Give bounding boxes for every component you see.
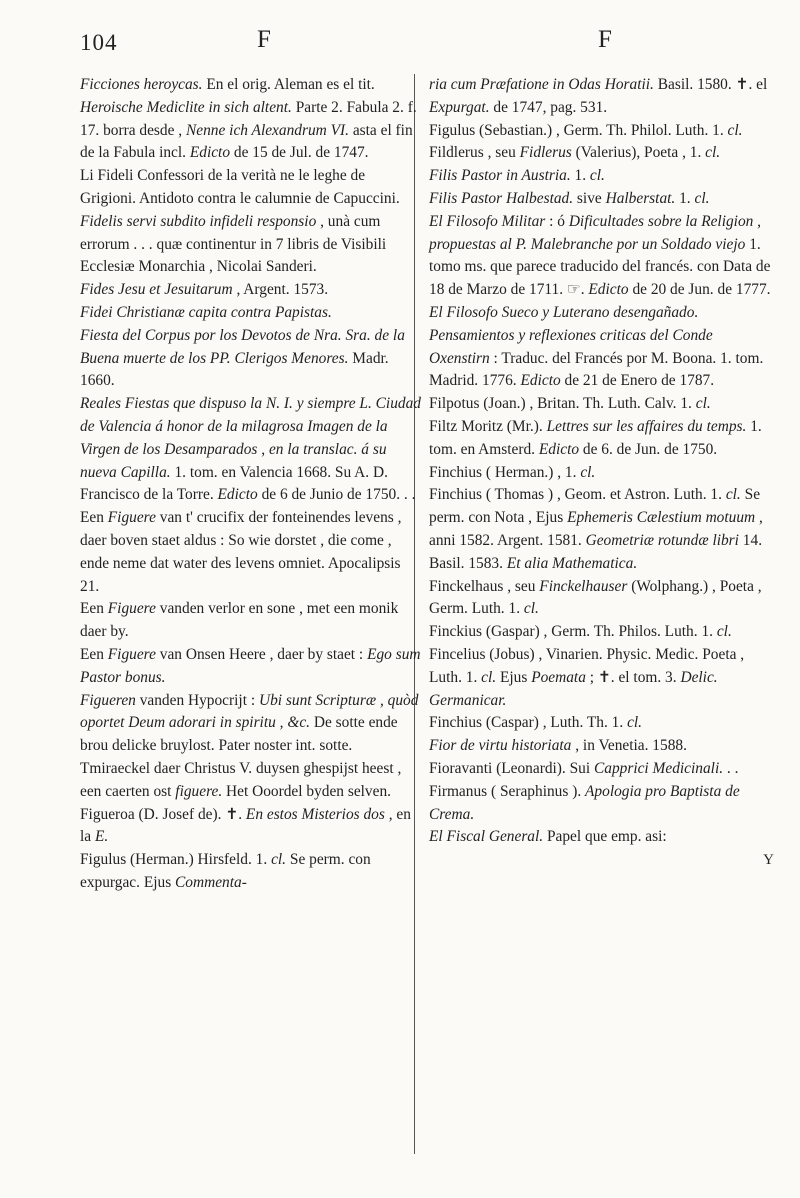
entry bbox=[429, 781, 774, 827]
entry-title: Figuere bbox=[107, 645, 156, 663]
entry-title: Geometriæ rotundæ libri bbox=[585, 531, 739, 549]
entry-title: E. bbox=[94, 828, 109, 846]
entry-text: Finckelhaus , seu bbox=[429, 577, 540, 595]
catchword: Y bbox=[763, 852, 774, 869]
entry-text: , Argent. 1573. bbox=[232, 281, 329, 299]
entry-title: cl. bbox=[694, 189, 710, 207]
entry-text: Een bbox=[80, 509, 108, 527]
entry-text: Fincelius (Jobus) , Vinarien. Physic. Medic. Poeta , Luth. 1. bbox=[429, 645, 745, 686]
entry-title: cl. bbox=[725, 486, 741, 504]
running-head-letter-right: F bbox=[598, 26, 612, 53]
entry-title: cl. bbox=[589, 167, 605, 185]
entry-text: Figulus (Sebastian.) , Germ. Th. Philol. Luth. 1. bbox=[429, 121, 728, 139]
entry-text: vanden Hypocrijt : bbox=[135, 691, 259, 709]
entry-title: cl. bbox=[271, 851, 287, 869]
entry-title: cl. bbox=[695, 395, 711, 413]
entry-text: Finchius ( Herman.) , 1. bbox=[429, 463, 581, 481]
entry bbox=[429, 621, 774, 644]
entry-text: Filpotus (Joan.) , Britan. Th. Luth. Calv. 1. bbox=[429, 395, 696, 413]
entry-text: 1. bbox=[675, 189, 695, 207]
entry-title: Dificultades sobre la Religion , propuestas al P. Malebranche por un Soldado viejo bbox=[429, 212, 762, 253]
entry-text: (Wolphang.) , Poeta , Germ. Luth. 1. bbox=[429, 577, 762, 618]
entry bbox=[80, 690, 422, 804]
entry bbox=[429, 211, 774, 302]
edicto-ref: Edicto bbox=[189, 144, 231, 162]
entry-text: Figulus (Herman.) Hirsfeld. 1. bbox=[80, 851, 272, 869]
entry-title: cl. bbox=[580, 463, 596, 481]
entry-text: . . bbox=[723, 759, 739, 777]
entry bbox=[429, 484, 774, 575]
page-number: 104 bbox=[80, 30, 118, 55]
entry bbox=[429, 758, 774, 781]
entry-title: En estos Misterios dos bbox=[245, 805, 385, 823]
entry bbox=[80, 644, 422, 690]
entry-text: 1. bbox=[570, 167, 590, 185]
entry-text: ; ✝. el tom. 3. bbox=[585, 668, 681, 686]
entry-text: Finchius (Caspar) , Luth. Th. 1. bbox=[429, 714, 628, 732]
entry-title: Figuere bbox=[107, 600, 156, 618]
entry-title: Fiesta del Corpus por los Devotos de Nra. Sra. de la Buena muerte de los PP. Clerigos Menores. bbox=[80, 326, 405, 367]
entry-text: 1. tomo ms. que parece traducido del francés. con Data de 18 de Marzo de 1711. ☞. bbox=[429, 235, 771, 299]
edicto-ref: Edicto bbox=[520, 372, 561, 390]
entry-text: van t' crucifix der fonteinendes levens , daer boven staet aldus : So wie dorstet , die come , ende neme dat water des levens omniet. Apocalipsis 21. bbox=[80, 509, 402, 595]
entry-text: Filtz Moritz (Mr.). bbox=[429, 417, 547, 435]
entry bbox=[429, 735, 774, 758]
entry-title: cl. bbox=[705, 144, 721, 162]
entry-title: Fides Jesu et Jesuitarum bbox=[80, 281, 233, 299]
entry bbox=[429, 188, 774, 211]
entry-text: sive bbox=[573, 189, 606, 207]
entry-text: , in Venetia. 1588. bbox=[571, 737, 687, 755]
entry bbox=[80, 598, 422, 644]
entry-text: Finchius ( Thomas ) , Geom. et Astron. Luth. 1. bbox=[429, 486, 726, 504]
entry-title: ria cum Præfatione in Odas Horatii. bbox=[429, 76, 654, 93]
entry-text: 14. Basil. 1583. bbox=[429, 531, 763, 572]
entry-title: El Filosofo Militar bbox=[429, 212, 546, 230]
entry-text: , en la bbox=[80, 805, 411, 846]
entry-text: Ejus bbox=[496, 668, 532, 686]
entry bbox=[80, 393, 422, 507]
entry bbox=[429, 462, 774, 485]
entry-title: Halberstat. bbox=[605, 189, 676, 207]
entry bbox=[429, 302, 774, 393]
entry bbox=[80, 74, 422, 165]
edicto-ref: Edicto bbox=[538, 440, 580, 458]
entry bbox=[80, 302, 422, 325]
entry-text: Finckius (Gaspar) , Germ. Th. Philos. Luth. 1. bbox=[429, 623, 717, 641]
entry-title: Lettres sur les affaires du temps. bbox=[546, 417, 747, 435]
entry-text: , anni 1582. Argent. 1581. bbox=[429, 509, 763, 549]
entry bbox=[429, 165, 774, 188]
entry-text: De sotte ende brou delicke bruylost. Pater noster int. sotte. Tmiraeckel daer Christus V. duysen ghespijst heest , een caerten ost bbox=[80, 714, 402, 800]
entry-text: , bbox=[257, 440, 269, 458]
entry-title: figuere. bbox=[175, 782, 223, 800]
entry bbox=[429, 416, 774, 462]
entry-text: Een bbox=[80, 645, 108, 663]
entry-title: Fidlerus bbox=[519, 144, 572, 162]
entry bbox=[429, 712, 774, 735]
entry bbox=[80, 165, 422, 211]
entry-text: asta el fin de la Fabula incl. bbox=[80, 121, 413, 162]
entry-title: El Fiscal General. bbox=[429, 828, 544, 846]
entry-title: cl. bbox=[481, 668, 497, 686]
entry-title: en la translac. á su nueva Capilla. bbox=[80, 440, 387, 481]
entry-text: Madr. 1660. bbox=[80, 349, 389, 390]
left-column bbox=[80, 74, 422, 895]
entry-text: de 6. de Jun. de 1750. bbox=[579, 440, 718, 458]
entry bbox=[80, 325, 422, 393]
entry-title: Filis Pastor Halbestad. bbox=[429, 189, 574, 207]
edicto-ref: Edicto bbox=[217, 486, 258, 504]
entry-title: Capprici Medicinali. bbox=[593, 759, 724, 777]
entry-title: cl. bbox=[716, 623, 732, 641]
entry-text: 1. tom. en Valencia 1668. Su A. D. Francisco de la Torre. bbox=[80, 463, 388, 504]
entry-text: (Valerius), Poeta , 1. bbox=[571, 144, 706, 162]
entry-title: Poemata bbox=[531, 668, 586, 686]
entry-text: Basil. 1580. ✝. el bbox=[653, 76, 768, 93]
entry-text: de 15 de Jul. de 1747. bbox=[230, 144, 369, 162]
entry bbox=[429, 74, 774, 120]
entry-text: Fildlerus , seu bbox=[429, 144, 520, 162]
entry-text: Se perm. con Nota , Ejus bbox=[429, 486, 761, 527]
entry-title: Heroische Mediclite in sich altent. bbox=[80, 98, 292, 116]
entry-text: Papel que emp. asi: bbox=[543, 828, 667, 846]
entry-text: En el orig. Aleman es el tit. bbox=[202, 76, 375, 93]
entry bbox=[429, 142, 774, 165]
entry bbox=[80, 211, 422, 279]
entry-title: Ficciones heroycas. bbox=[80, 76, 203, 93]
entry-text: Li Fideli Confessori de la verità ne le leghe de Grigioni. Antidoto contra le calumnie de Capuccini. bbox=[80, 167, 400, 207]
entry-title: cl. bbox=[627, 714, 643, 732]
entry-title: cl. bbox=[727, 121, 743, 139]
entry-text: de 21 de Enero de 1787. bbox=[560, 372, 715, 390]
entry-text: Fioravanti (Leonardi). Sui bbox=[429, 759, 594, 777]
edicto-ref: Edicto bbox=[588, 281, 629, 299]
entry-text: Parte 2. Fabula 2. f. 17. borra desde , bbox=[80, 98, 417, 139]
entry-text: vanden verlor en sone , met een monik daer by. bbox=[80, 600, 399, 641]
entry-text: Se perm. con expurgac. Ejus bbox=[80, 851, 371, 891]
entry-title: Et alia Mathematica. bbox=[506, 554, 638, 572]
entry-title: Figueren bbox=[80, 691, 136, 709]
entry bbox=[80, 507, 422, 598]
entry-text: de 1747, pag. 531. bbox=[489, 98, 608, 116]
entry bbox=[429, 120, 774, 143]
entry-title: Fidei Christianæ capita contra Papistas. bbox=[80, 303, 332, 321]
right-column bbox=[429, 74, 774, 872]
entry-title: Delic. Germanicar. bbox=[429, 668, 718, 709]
entry-title: Filis Pastor in Austria. bbox=[429, 167, 571, 185]
entry-text: van Onsen Heere , daer by staet : bbox=[155, 645, 368, 663]
entry-title: Expurgat. bbox=[429, 98, 490, 116]
entry-title: cl. bbox=[523, 600, 539, 618]
entry-text: Figueroa (D. Josef de). ✝. bbox=[80, 805, 246, 823]
entry bbox=[80, 279, 422, 302]
entry-text: de 6 de Junio de 1750. . . bbox=[257, 486, 416, 504]
entry-text: Het Ooordel byden selven. bbox=[222, 782, 391, 800]
entry bbox=[80, 849, 422, 895]
entry-title: Finckelhauser bbox=[539, 577, 628, 595]
entry-title: Ego sum Pastor bonus. bbox=[80, 645, 421, 686]
entry-title: Commenta- bbox=[175, 873, 247, 891]
entry-title: Apologia pro Baptista de Crema. bbox=[429, 782, 740, 823]
entry-text: Een bbox=[80, 600, 108, 618]
entry-text: de 20 de Jun. de 1777. bbox=[628, 281, 771, 299]
entry-text: , unà cum errorum . . . quæ continentur in 7 libris de Visibili Ecclesiæ Monarchia , Nicolai Sanderi. bbox=[80, 212, 387, 276]
entry-text: : Traduc. del Francés por M. Boona. 1. tom. Madrid. 1776. bbox=[429, 349, 764, 390]
entry-title: Figuere bbox=[107, 509, 156, 527]
entry bbox=[429, 644, 774, 712]
entry-text: : ó bbox=[545, 212, 569, 230]
entry-text: 1. tom. en Amsterd. bbox=[429, 417, 762, 458]
entry-title: El Filosofo Sueco y Luterano desengañado. Pensamientos y reflexiones criticas del Conde Oxenstirn bbox=[429, 303, 713, 367]
entry-text: Firmanus ( Seraphinus ). bbox=[429, 782, 586, 800]
entry-title: Fidelis servi subdito infideli responsio bbox=[80, 212, 317, 230]
entry-title: Fior de virtu historiata bbox=[429, 737, 572, 755]
entry bbox=[429, 393, 774, 416]
entry bbox=[80, 804, 422, 850]
entry bbox=[429, 826, 774, 849]
entry-title: Nenne ich Alexandrum VI. bbox=[186, 121, 349, 139]
running-head-letter-left: F bbox=[257, 26, 271, 53]
entry bbox=[429, 576, 774, 622]
entry-title: Reales Fiestas que dispuso la N. I. y siempre L. Ciudad de Valencia á honor de la milagrosa Imagen de la Virgen de los Desamparados bbox=[80, 395, 421, 458]
entry-title: Ubi sunt Scripturæ , quòd oportet Deum adorari in spiritu , &c. bbox=[80, 691, 419, 732]
entry-title: Ephemeris Cælestium motuum bbox=[567, 509, 756, 527]
